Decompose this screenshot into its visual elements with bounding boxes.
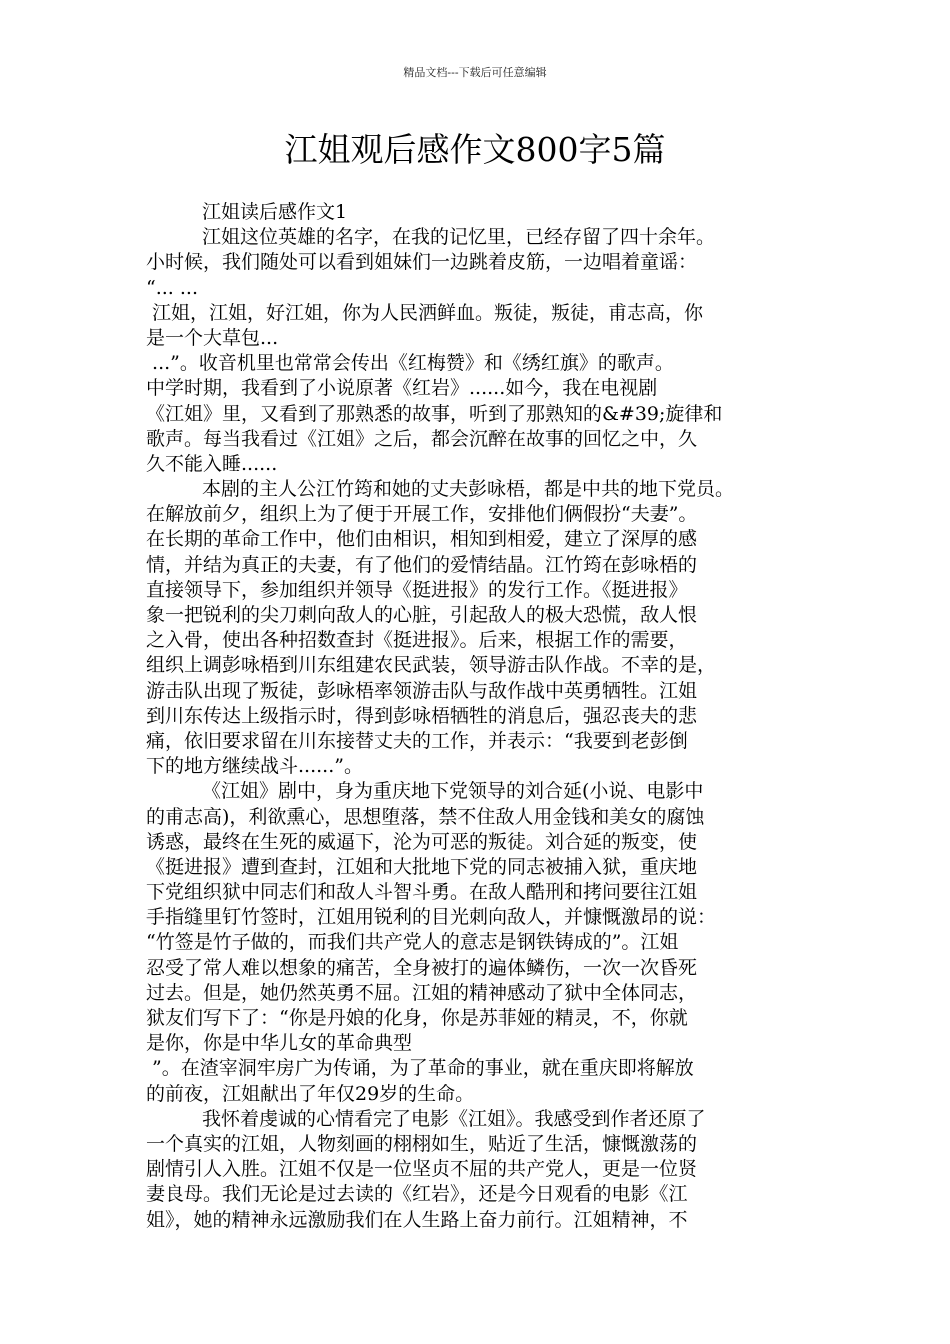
text-line: ”。在渣宰洞牢房广为传诵，为了革命的事业，就在重庆即将解放 — [146, 1057, 694, 1080]
text-line: 手指缝里钉竹签时，江姐用锐利的目光刺向敌人，并慷慨激昂的说： — [146, 906, 717, 929]
text-line: 中学时期，我看到了小说原著《红岩》......如今，我在电视剧 — [146, 377, 658, 400]
text-line: 在解放前夕，组织上为了便于开展工作，安排他们俩假扮“夫妻”。 — [146, 503, 698, 526]
text-line: 小时候，我们随处可以看到姐妹们一边跳着皮筋，一边唱着童谣： — [146, 251, 698, 274]
text-line: 本剧的主人公江竹筠和她的丈夫彭咏梧，都是中共的地下党员。 — [202, 478, 735, 501]
text-line: 姐》，她的精神永远激励我们在人生路上奋力前行。江姐精神，不 — [146, 1208, 688, 1231]
text-line: 我怀着虔诚的心情看完了电影《江姐》。我感受到作者还原了 — [202, 1107, 706, 1130]
text-line: 妻良母。我们无论是过去读的《红岩》，还是今日观看的电影《江 — [146, 1183, 688, 1206]
text-line: 下党组织狱中同志们和敌人斗智斗勇。在敌人酷刑和拷问要往江姐 — [146, 881, 698, 904]
text-line: 忍受了常人难以想象的痛苦，全身被打的遍体鳞伤，一次一次昏死 — [146, 956, 698, 979]
text-line: “... ... — [146, 276, 198, 299]
text-line: 的前夜，江姐献出了年仅29岁的生命。 — [146, 1082, 475, 1105]
text-line: 在长期的革命工作中，他们由相识，相知到相爱，建立了深厚的感 — [146, 528, 698, 551]
text-line: 的甫志高)，利欲熏心，思想堕落，禁不住敌人用金钱和美女的腐蚀 — [146, 805, 705, 828]
text-line: 之入骨，使出各种招数查封《挺进报》。后来，根据工作的需要， — [146, 629, 688, 652]
text-line: 《江姐》里，又看到了那熟悉的故事，听到了那熟知的&#39;旋律和 — [146, 402, 723, 425]
text-line: 歌声。每当我看过《江姐》之后，都会沉醉在故事的回忆之中，久 — [146, 427, 698, 450]
text-line: 情，并结为真正的夫妻，有了他们的爱情结晶。江竹筠在彭咏梧的 — [146, 553, 698, 576]
text-line: 久不能入睡...... — [146, 452, 278, 475]
document-body — [146, 200, 822, 1233]
text-line: 诱惑，最终在生死的威逼下，沦为可恶的叛徒。刘合延的叛变，使 — [146, 830, 698, 853]
text-line: 江姐这位英雄的名字，在我的记忆里，已经存留了四十余年。 — [202, 226, 716, 249]
text-line: 是你，你是中华儿女的革命典型 — [146, 1032, 413, 1055]
document-title: 江姐观后感作文800字5篇 — [284, 130, 666, 169]
text-line: 《挺进报》遭到查封，江姐和大批地下党的同志被捕入狱，重庆地 — [146, 855, 698, 878]
text-line: ...”。收音机里也常常会传出《红梅赞》和《绣红旗》的歌声。 — [146, 352, 674, 375]
text-line: 组织上调彭咏梧到川东组建农民武装，领导游击队作战。不幸的是， — [146, 654, 717, 677]
text-line: 江姐，江姐，好江姐，你为人民洒鲜血。叛徒，叛徒，甫志高，你 — [146, 301, 704, 324]
text-line: 一个真实的江姐，人物刻画的栩栩如生，贴近了生活，慷慨激荡的 — [146, 1132, 698, 1155]
header-note: 精品文档---下载后可任意编辑 — [403, 66, 547, 79]
text-line: 是一个大草包... — [146, 326, 279, 349]
text-line: 象一把锐利的尖刀刺向敌人的心脏，引起敌人的极大恐慌，敌人恨 — [146, 604, 698, 626]
text-line: 直接领导下，参加组织并领导《挺进报》的发行工作。《挺进报》 — [146, 578, 688, 601]
text-line: 过去。但是，她仍然英勇不屈。江姐的精神感动了狱中全体同志， — [146, 981, 698, 1004]
text-line: 到川东传达上级指示时，得到彭咏梧牺牲的消息后，强忍丧夫的悲 — [146, 704, 698, 727]
text-line: 狱友们写下了：“你是丹娘的化身，你是苏菲娅的精灵，不，你就 — [146, 1007, 688, 1029]
text-line: “竹签是竹子做的，而我们共产党人的意志是钢铁铸成的”。江姐 — [146, 931, 679, 954]
text-line: 江姐读后感作文1 — [202, 201, 348, 223]
text-line: 下的地方继续战斗......”。 — [146, 755, 363, 778]
text-line: 游击队出现了叛徒，彭咏梧率领游击队与敌作战中英勇牺牲。江姐 — [146, 679, 698, 702]
text-line: 《江姐》剧中，身为重庆地下党领导的刘合延(小说、电影中 — [202, 780, 704, 803]
text-line: 剧情引人入胜。江姐不仅是一位坚贞不屈的共产党人，更是一位贤 — [146, 1158, 698, 1181]
text-line: 痛，依旧要求留在川东接替丈夫的工作，并表示：“我要到老彭倒 — [146, 729, 688, 752]
